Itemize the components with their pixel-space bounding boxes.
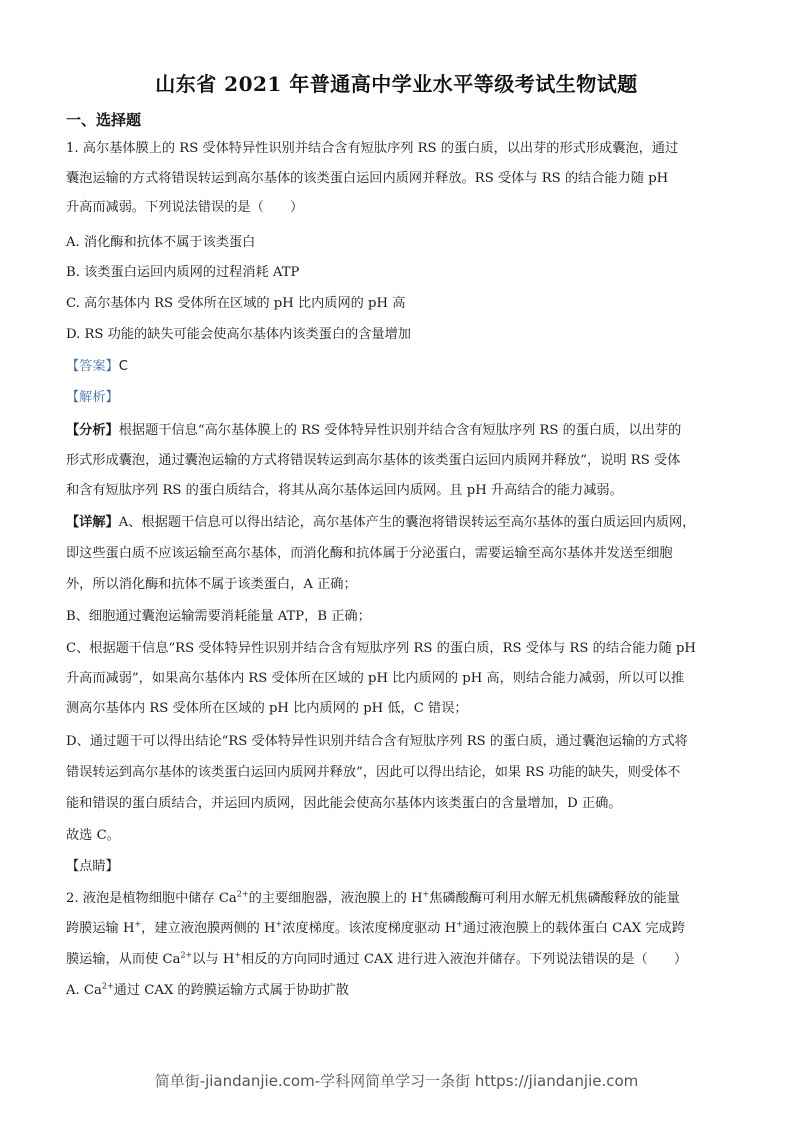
superscript: 2+	[236, 889, 249, 899]
q2-text: A. Ca	[66, 983, 102, 998]
footer-watermark: 简单街-jiandanjie.com-学科网简单学习一条街 https://jiandanjie.com	[154, 1072, 639, 1090]
q1-conclusion: 故选 C。	[66, 828, 120, 843]
q1-xiangjie-line	[66, 514, 695, 532]
q1-xiangjie-line: 测高尔基体内 RS 受体所在区域的 pH 比内质网的 pH 低，C 错误；	[66, 701, 468, 716]
superscript: +	[234, 950, 242, 960]
q1-option-c: C. 高尔基体内 RS 受体所在区域的 pH 比内质网的 pH 高	[66, 296, 406, 311]
q2-text: 通过液泡膜上的载体蛋白 CAX 完成跨	[462, 921, 685, 936]
superscript: +	[134, 919, 142, 929]
q2-stem-line	[66, 920, 685, 938]
q2-text: 以与 H	[192, 952, 235, 967]
fenxi-tag: 【分析】	[66, 423, 119, 438]
answer-value: C	[118, 359, 128, 374]
answer-tag: 【答案】	[66, 359, 119, 374]
q1-xiangjie-line: 外，所以消化酶和抗体不属于该类蛋白，A 正确；	[66, 577, 357, 592]
section-heading: 一、选择题	[66, 111, 142, 129]
analysis-tag: 【解析】	[66, 390, 119, 405]
page-title: 山东省 2021 年普通高中学业水平等级考试生物试题	[155, 72, 638, 96]
q2-option-a	[66, 982, 349, 1000]
superscript: +	[275, 919, 283, 929]
q2-stem-line	[66, 951, 687, 969]
q2-text: 2. 液泡是植物细胞中储存 Ca	[66, 891, 237, 906]
q1-stem-line: 囊泡运输的方式将错误转运到高尔基体的该类蛋白运回内质网并释放。RS 受体与 RS 的结合能力随 pH	[66, 171, 669, 186]
q1-answer	[66, 358, 128, 376]
superscript: 2+	[180, 950, 193, 960]
q1-fenxi-line: 形式形成囊泡，通过囊泡运输的方式将错误转运到高尔基体的该类蛋白运回内质网并释放”，说明 RS 受体	[66, 453, 681, 468]
q1-xiangjie-line: 错误转运到高尔基体的该类蛋白运回内质网并释放”，因此可以得出结论，如果 RS 功能的缺失，则受体不	[66, 765, 681, 780]
q2-text: 的主要细胞器，液泡膜上的 H	[248, 891, 423, 906]
q1-xiangjie-line: C、根据题干信息“RS 受体特异性识别并结合含有短肽序列 RS 的蛋白质，RS 受体与 RS 的结合能力随 pH	[66, 641, 696, 656]
q2-text: 焦磷酸酶可利用水解无机焦磷酸释放的能量	[429, 891, 680, 906]
q1-fenxi-line	[66, 422, 681, 440]
q1-dianjing-tag: 【点睛】	[66, 859, 119, 874]
q2-text: 浓度梯度。该浓度梯度驱动 H	[282, 921, 457, 936]
q1-stem-line: 升高而减弱。下列说法错误的是（ ）	[66, 200, 304, 215]
q2-stem-line	[66, 890, 680, 908]
superscript: +	[422, 889, 430, 899]
q1-analysis-heading	[66, 389, 119, 407]
xiangjie-tag: 【详解】	[66, 515, 119, 530]
q1-xiangjie-line: 能和错误的蛋白质结合，并运回内质网，因此能会使高尔基体内该类蛋白的含量增加，D 正确。	[66, 796, 622, 811]
q2-text: ，建立液泡膜两侧的 H	[141, 921, 276, 936]
q1-option-a: A. 消化酶和抗体不属于该类蛋白	[66, 235, 256, 250]
q1-xiangjie-line: B、细胞通过囊泡运输需要消耗能量 ATP，B 正确；	[66, 609, 371, 624]
q2-text: 跨膜运输 H	[66, 921, 135, 936]
q1-fenxi-line: 和含有短肽序列 RS 的蛋白质结合，将其从高尔基体运回内质网。且 pH 升高结合的能力减弱。	[66, 483, 623, 498]
q1-option-b: B. 该类蛋白运回内质网的过程消耗 ATP	[66, 265, 300, 280]
q2-text: 相反的方向同时通过 CAX 进行进入液泡并储存。下列说法错误的是（ ）	[241, 952, 688, 967]
xiangjie-text: A、根据题干信息可以得出结论，高尔基体产生的囊泡将错误转运至高尔基体的蛋白质运回内质网，	[118, 515, 696, 530]
superscript: 2+	[101, 981, 114, 991]
q1-xiangjie-line: 即这些蛋白质不应该运输至高尔基体，而消化酶和抗体属于分泌蛋白，需要运输至高尔基体并发送至细胞	[66, 546, 673, 561]
q1-xiangjie-line: 升高而减弱”，如果高尔基体内 RS 受体所在区域的 pH 比内质网的 pH 高，则结合能力减弱，所以可以推	[66, 671, 685, 686]
fenxi-text: 根据题干信息“高尔基体膜上的 RS 受体特异性识别并结合含有短肽序列 RS 的蛋白质，以出芽的	[118, 423, 682, 438]
q2-text: 通过 CAX 的跨膜运输方式属于协助扩散	[113, 983, 349, 998]
q1-xiangjie-line: D、通过题干可以得出结论“RS 受体特异性识别并结合含有短肽序列 RS 的蛋白质，通过囊泡运输的方式将	[66, 734, 688, 749]
q2-text: 膜运输，从而使 Ca	[66, 952, 181, 967]
q1-option-d: D. RS 功能的缺失可能会使高尔基体内该类蛋白的含量增加	[66, 327, 411, 342]
q1-stem-line: 1. 高尔基体膜上的 RS 受体特异性识别并结合含有短肽序列 RS 的蛋白质，以出芽的形式形成囊泡，通过	[66, 141, 679, 156]
superscript: +	[456, 919, 463, 929]
